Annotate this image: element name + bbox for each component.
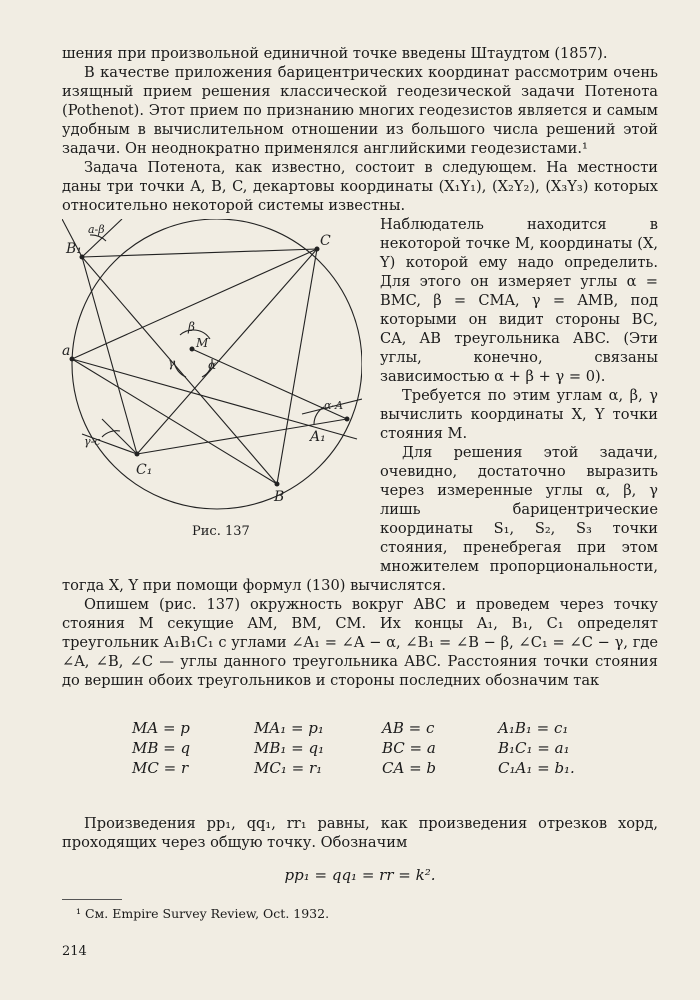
paragraph-2: Задача Потенота, как известно, состоит в следующем. На местности даны три точки A, B, C, декартовы координаты (X₁Y₁), (X₂Y₂), (X₃Y₃) которых относительно некоторой системы известны. xyxy=(62,159,658,214)
paragraph-0: шения при произвольной единичной точке введены Штаудтом (1857). xyxy=(62,45,608,62)
label-a: a xyxy=(62,343,71,359)
formula-column-4 xyxy=(498,718,618,778)
point-c1 xyxy=(135,452,140,457)
point-a1 xyxy=(345,417,350,422)
formula-mb1: MB₁ = q₁ xyxy=(254,739,325,757)
formula-ma: MA = p xyxy=(132,719,190,737)
formula-mb: MB = q xyxy=(132,739,191,757)
paragraph-6: Произведения pp₁, qq₁, rr₁ равны, как произведения отрезков хорд, проходящих через общую точку. Обозначим xyxy=(62,815,658,851)
angle-gamma-arc xyxy=(174,361,186,377)
paragraph-2-wrap: Наблюдатель находится в некоторой точке M, координаты (X, Y) которой ему надо определить. Для этого он измеряет углы α = BMC, β = CMA, γ = AMB, под которыми он видит стороны BC, CA, AB треугольника ABC. (Эти углы, конечно, связаны зависимостью α + β + γ = 0). xyxy=(380,216,658,385)
formula-column-2 xyxy=(254,718,382,778)
line-b1-c1 xyxy=(82,257,137,454)
label-a1: A₁ xyxy=(310,429,326,445)
page-number: 214 xyxy=(62,944,87,959)
figure-caption: Рис. 137 xyxy=(192,524,250,539)
formula-ab: AB = c xyxy=(382,719,435,737)
label-ab: a-β xyxy=(88,223,105,236)
formula-ma1: MA₁ = p₁ xyxy=(254,719,324,737)
footnote: ¹ См. Empire Survey Review, Oct. 1932. xyxy=(76,906,330,921)
line-c-c1 xyxy=(137,249,317,454)
label-b1: B₁ xyxy=(66,241,82,257)
formula-mc1: MC₁ = r₁ xyxy=(254,759,323,777)
formula-column-1 xyxy=(132,718,254,778)
notation-table xyxy=(132,718,658,778)
paragraph-5: Опишем (рис. 137) окружность вокруг ABC и проведем через точку стояния M секущие AM, BM, CM. Их концы A₁, B₁, C₁ определят треугольник A₁B₁C₁ с углами ∠A₁ = ∠A − α, ∠B₁ = ∠B − β, ∠C₁ = ∠C − γ, где ∠A, ∠B, ∠C — углы данного треугольника ABC. Расстояния точки стояния до вершин обоих треугольников и стороны последних обозначим так xyxy=(62,596,658,689)
formula-bc: BC = a xyxy=(382,739,436,757)
formula-ca: CA = b xyxy=(382,759,437,777)
label-m: M xyxy=(196,336,209,350)
circumcircle xyxy=(72,219,362,509)
equation-k2: pp₁ = qq₁ = rr = k². xyxy=(284,866,436,884)
figure-137 xyxy=(62,219,370,567)
formula-c1a1: C₁A₁ = b₁. xyxy=(498,759,575,777)
line-b1-c xyxy=(82,249,317,257)
formula-column-3 xyxy=(382,718,498,778)
line-c-b xyxy=(277,249,317,484)
line-a-b xyxy=(72,359,277,484)
paragraph-3: Требуется по этим углам α, β, γ вычислить координаты X, Y точки стояния M. xyxy=(380,387,658,442)
point-b xyxy=(275,482,280,487)
label-alpha: α xyxy=(208,358,217,372)
formula-b1c1: B₁C₁ = a₁ xyxy=(498,739,570,757)
paragraph-1: В качестве приложения барицентрических координат рассмотрим очень изящный прием решения классической геодезической задачи Потенота (Pothenot). Этот прием по признанию многих геодезистов является и самым удобным в вычислительном отношении из большого числа решений этой задачи. Он неоднократно применялся английскими геодезистами.¹ xyxy=(62,64,658,157)
line-a-c xyxy=(72,249,317,359)
label-aa: α-A xyxy=(324,399,344,412)
footnote-rule xyxy=(62,899,122,900)
label-gamma: γ xyxy=(168,356,176,370)
point-m xyxy=(190,347,195,352)
paragraph-4: Для решения этой задачи, очевидно, достаточно выразить через измеренные углы α, β, γ лишь барицентрические координаты S₁, S₂, S₃ точки стояния, пренебрегая при этом множителем пропорциональности, тогда X, Y при помощи формул (130) вычислятся. xyxy=(62,444,658,594)
label-c1: C₁ xyxy=(136,462,153,478)
label-beta: β xyxy=(188,320,195,334)
formula-a1b1: A₁B₁ = c₁ xyxy=(498,719,569,737)
label-c: C xyxy=(320,233,331,249)
label-b: B xyxy=(274,489,285,505)
page-content xyxy=(62,44,658,923)
formula-mc: MC = r xyxy=(132,759,189,777)
point-c xyxy=(315,247,320,252)
label-gc: γ-c xyxy=(84,435,101,448)
geometry-diagram xyxy=(62,219,362,519)
